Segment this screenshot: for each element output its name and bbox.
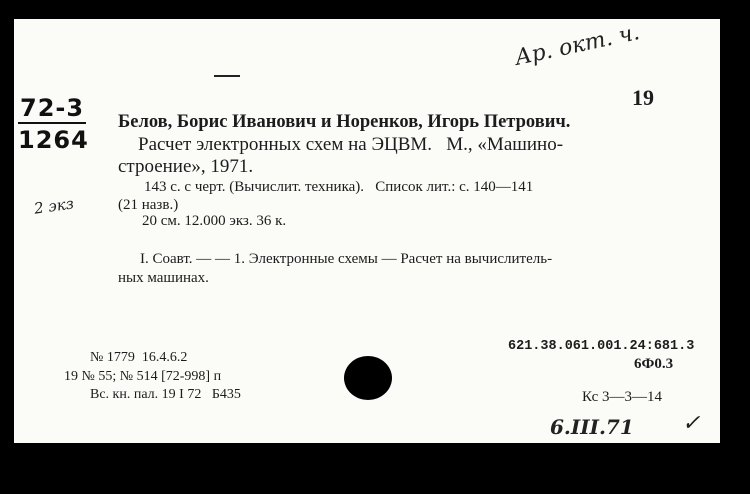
page-number: 19: [632, 85, 654, 110]
subjects-line: ных машинах.: [118, 270, 209, 286]
call-number: 72-3: [20, 94, 85, 122]
description-line: 143 с. с черт. (Вычислит. техника). Список лит.: с. 140—141: [144, 179, 534, 195]
title-line: строение», 1971.: [118, 156, 254, 177]
decorative-dash: [214, 75, 240, 77]
handwritten-date: 6.III.71: [550, 415, 634, 439]
title-line: Расчет электронных схем на ЭЦВМ. М., «Машино-: [138, 134, 564, 155]
order-line: Вс. кн. пал. 19 I 72 Б435: [90, 387, 241, 402]
punch-hole: [344, 356, 392, 400]
side-note: 2 экз: [32, 194, 75, 218]
udc-number: 6Ф0.3: [634, 356, 674, 372]
description-line: 20 см. 12.000 экз. 36 к.: [142, 213, 287, 229]
handwritten-note: Ар. окт. ч.: [512, 20, 642, 71]
check-mark-icon: ✓: [682, 411, 701, 436]
accession-number: 1264: [18, 126, 89, 154]
author-line: Белов, Борис Иванович и Норенков, Игорь Петрович.: [118, 112, 571, 132]
udc-number: 621.38.061.001.24:681.3: [508, 339, 695, 354]
order-line: № 1779 16.4.6.2: [90, 350, 188, 365]
subjects-line: I. Соавт. — — 1. Электронные схемы — Расчет на вычислитель-: [140, 251, 553, 267]
catalog-card: [14, 19, 720, 443]
kc-number: Кс 3—3—14: [582, 389, 663, 405]
description-line: (21 назв.): [118, 197, 179, 213]
order-line: 19 № 55; № 514 [72-998] п: [64, 369, 222, 384]
